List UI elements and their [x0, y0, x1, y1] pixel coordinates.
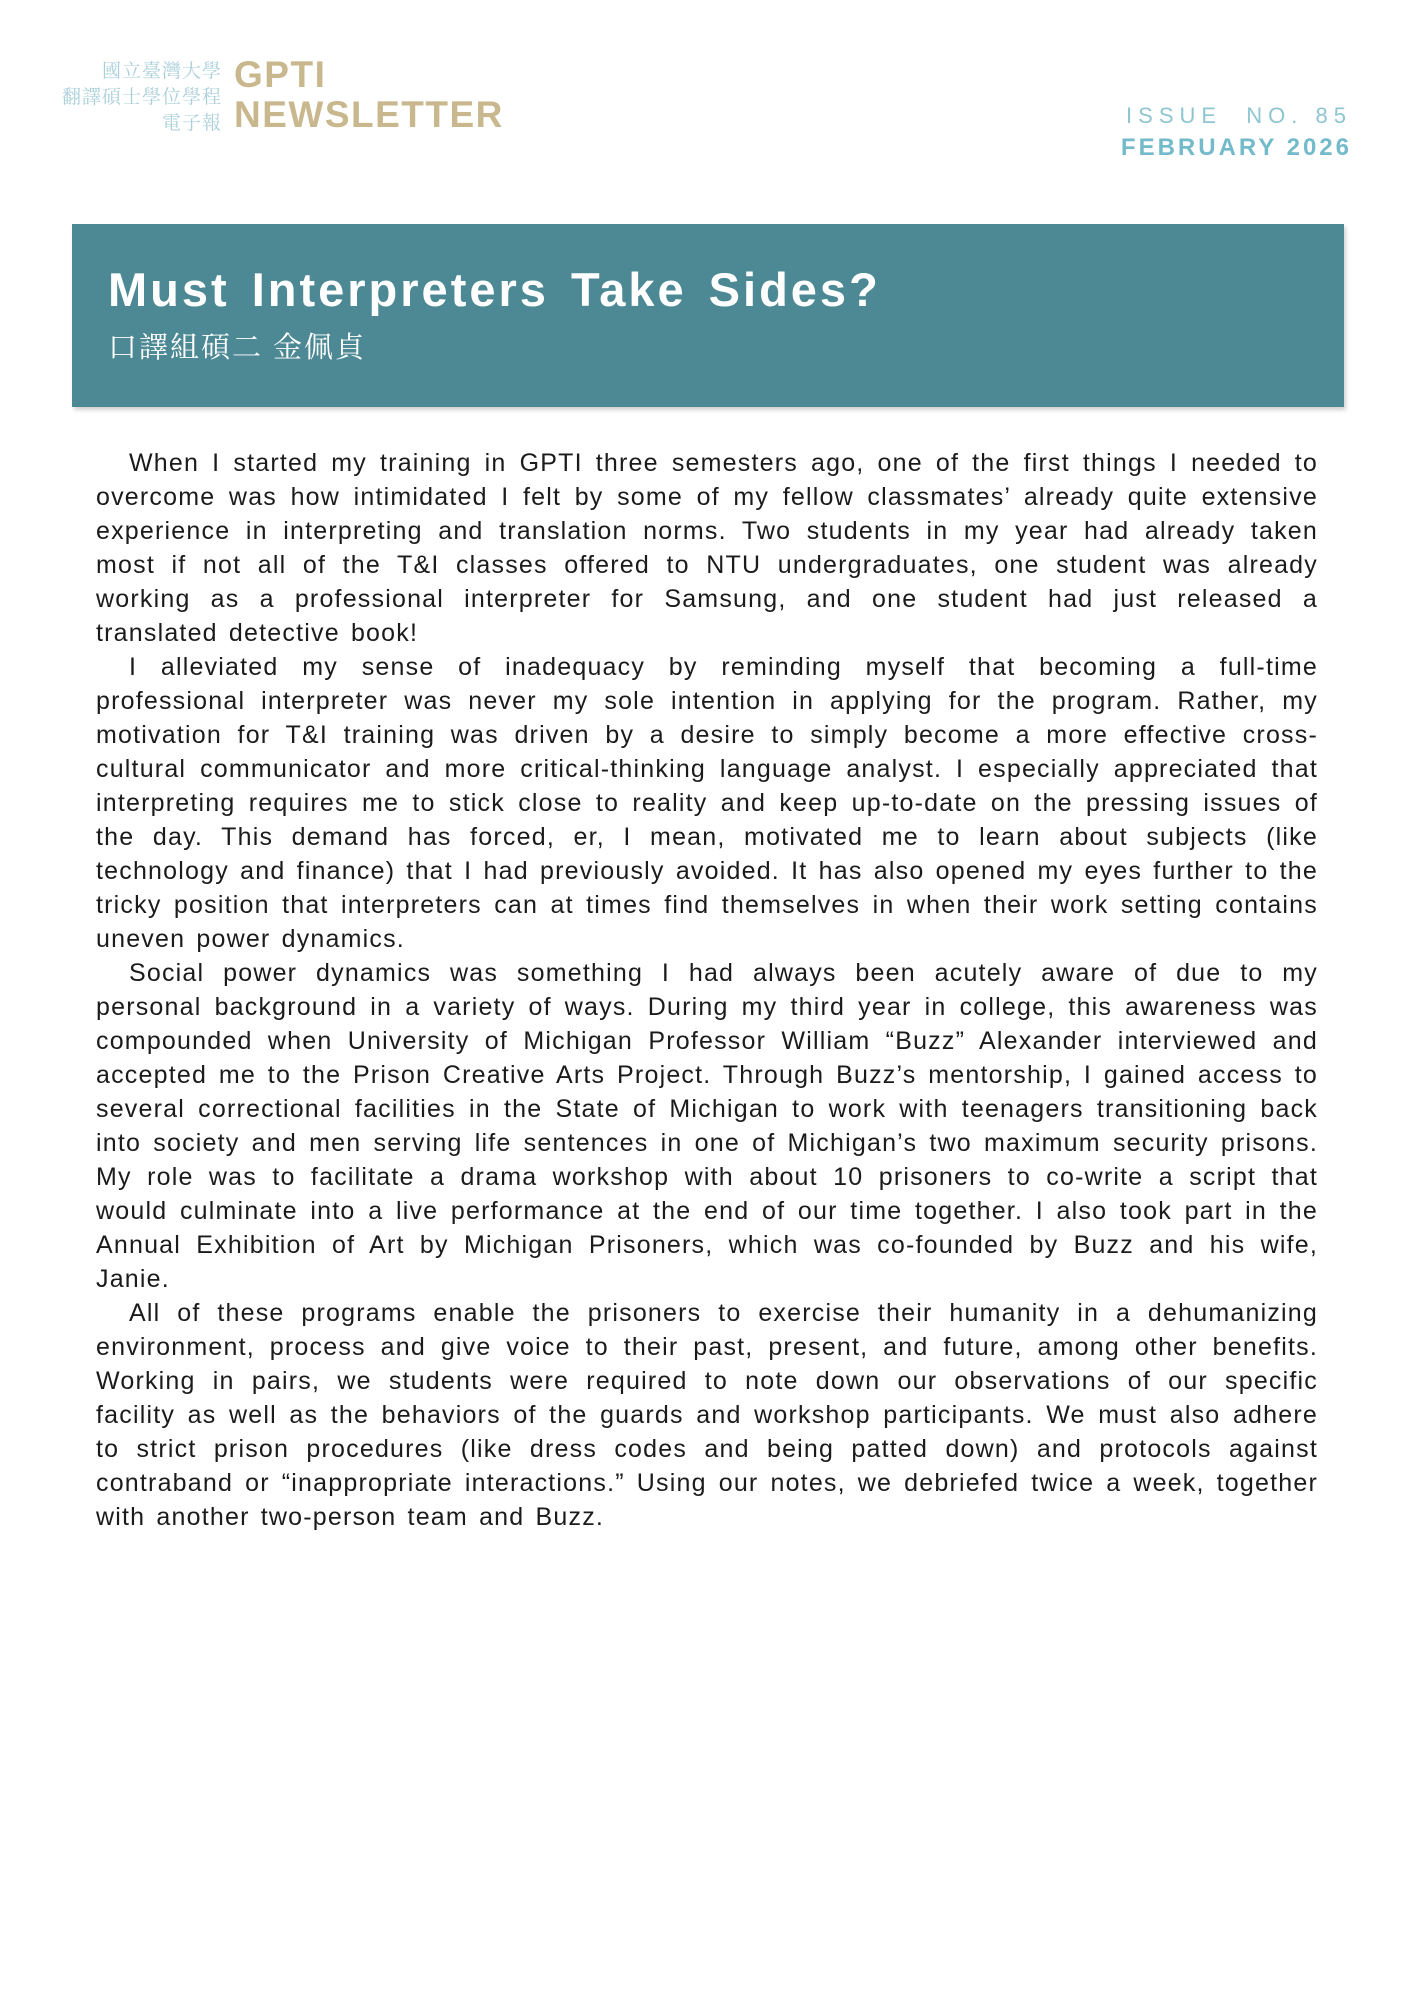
logo-wordmark-line2: NEWSLETTER: [234, 94, 504, 136]
article-paragraph: Social power dynamics was something I had always been acutely aware of due to my personal background in a variety of ways. During my third year in college, this awareness was compounded when University of Michigan Professor William “Buzz” Alexander interviewed and accepted me to the Prison Creative Arts Project. Through Buzz’s mentorship, I gained access to several correctional facilities in the State of Michigan to work with teenagers transitioning back into society and men serving life sentences in one of Michigan’s two maximum security prisons. My role was to facilitate a drama workshop with about 10 prisoners to co-write a script that would culminate into a live performance at the end of our time together. I also took part in the Annual Exhibition of Art by Michigan Prisoners, which was co-founded by Buzz and his wife, Janie.: [96, 959, 1318, 1293]
issue-info: [1121, 103, 1352, 162]
logo-wordmark: [234, 55, 504, 136]
newsletter-logo: [62, 55, 504, 136]
logo-chinese-line: 電子報: [162, 113, 223, 135]
article-paragraph: I alleviated my sense of inadequacy by reminding myself that becoming a full-time professional interpreter was never my sole intention in applying for the program. Rather, my motivation for T&I training was driven by a desire to simply become a more effective cross-cultural communicator and more critical-thinking language analyst. I especially appreciated that interpreting requires me to stick close to reality and keep up-to-date on the pressing issues of the day. This demand has forced, er, I mean, motivated me to learn about subjects (like technology and finance) that I had previously avoided. It has also opened my eyes further to the tricky position that interpreters can at times find themselves in when their work setting contains uneven power dynamics.: [96, 653, 1318, 953]
article-body: [96, 446, 1318, 1534]
article-paragraph: When I started my training in GPTI three semesters ago, one of the first things I needed to overcome was how intimidated I felt by some of my fellow classmates’ already quite extensive experience in interpreting and translation norms. Two students in my year had already taken most if not all of the T&I classes offered to NTU undergraduates, one student was already working as a professional interpreter for Samsung, and one student had just released a translated detective book!: [96, 449, 1318, 647]
article-author: 口譯組碩二 金佩貞: [108, 331, 367, 364]
newsletter-masthead: [62, 55, 1352, 162]
issue-number: ISSUE NO. 85: [1126, 103, 1352, 128]
logo-chinese-line: 國立臺灣大學: [102, 61, 223, 82]
article-title-banner: [72, 224, 1344, 407]
article-paragraph: All of these programs enable the prisoners to exercise their humanity in a dehumanizing environment, process and give voice to their past, present, and future, among other benefits. Working in pairs, we students were required to note down our observations of our specific facility as well as the behaviors of the guards and workshop participants. We must also adhere to strict prison procedures (like dress codes and being patted down) and protocols against contraband or “inappropriate interactions.” Using our notes, we debriefed twice a week, together with another two-person team and Buzz.: [96, 1299, 1318, 1531]
issue-date: FEBRUARY 2026: [1120, 134, 1352, 161]
logo-chinese-line: 翻譯碩士學位學程: [62, 87, 223, 109]
article-title: Must Interpreters Take Sides?: [108, 263, 881, 316]
logo-chinese-text: [62, 59, 222, 138]
logo-wordmark-line1: GPTI: [234, 54, 327, 95]
